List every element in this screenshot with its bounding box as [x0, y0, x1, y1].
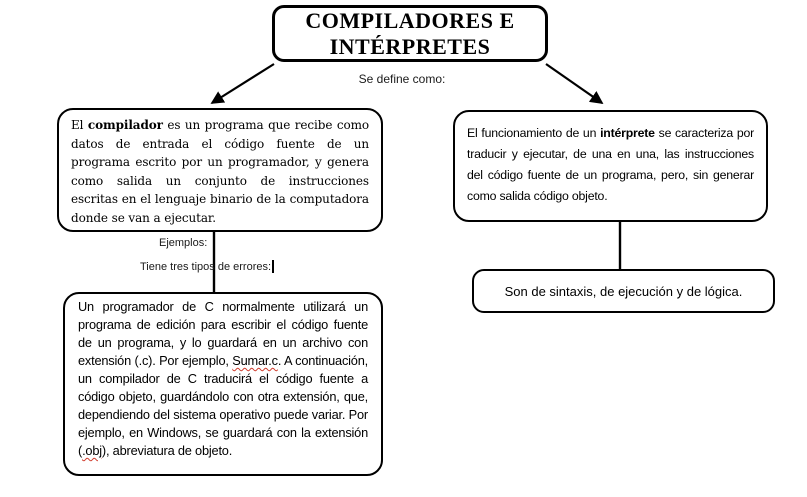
interpreter-text-post: se caracteriza por traducir y ejecutar, de una en una, las instrucciones del código fuente de un programa, pero, sin generar como salida código objeto.: [467, 126, 754, 203]
arrow-title-to-compiler: [212, 64, 274, 103]
interpreter-text-pre: El funcionamiento de un: [467, 126, 601, 140]
page-title: COMPILADORES E INTÉRPRETES: [305, 7, 515, 59]
interpreter-definition-box: [453, 110, 768, 222]
compiler-keyword: compilador: [87, 118, 163, 132]
errors-intro-text: Tiene tres tipos de errores:: [140, 261, 272, 273]
error-types-box: [472, 269, 775, 313]
misspelled-extension-obj: .obj: [82, 443, 102, 458]
misspelled-filename-sumar: Sumar.c: [232, 353, 278, 368]
compiler-text-pre: El: [71, 118, 88, 132]
errors-intro-label: [140, 260, 274, 273]
compiler-text-post: es un programa que recibe como datos de entrada el código fuente de un programa escrito por un programador, y genera como salida un conjunto de instrucciones escritas en el lenguaje binario de la computadora donde se van a ejecutar.: [71, 118, 369, 225]
compiler-example-box: [63, 292, 383, 476]
example-text-3: ), abreviatura de objeto.: [101, 443, 233, 458]
define-label: Se define como:: [358, 72, 446, 86]
interpreter-keyword: intérprete: [600, 126, 655, 140]
error-types-text: Son de sintaxis, de ejecución y de lógica.: [504, 283, 743, 299]
text-cursor: [272, 260, 274, 273]
arrow-title-to-interpreter: [546, 64, 602, 103]
compiler-definition-box: [57, 108, 383, 232]
example-text-2: . A continuación, un compilador de C traducirá el código fuente a código objeto, guardándolo con otra extensión, que, dependiendo del sistema operativo puede variar. Por ejemplo, en Windows, se guardará con la extensión (: [78, 353, 368, 458]
examples-label: Ejemplos:: [159, 237, 208, 249]
title-box: [272, 5, 548, 62]
example-text-1: Un programador de C normalmente utilizará un programa de edición para escribir el código fuente de un programa, y lo guardará en un archivo con extensión (.c). Por ejemplo,: [78, 299, 368, 368]
